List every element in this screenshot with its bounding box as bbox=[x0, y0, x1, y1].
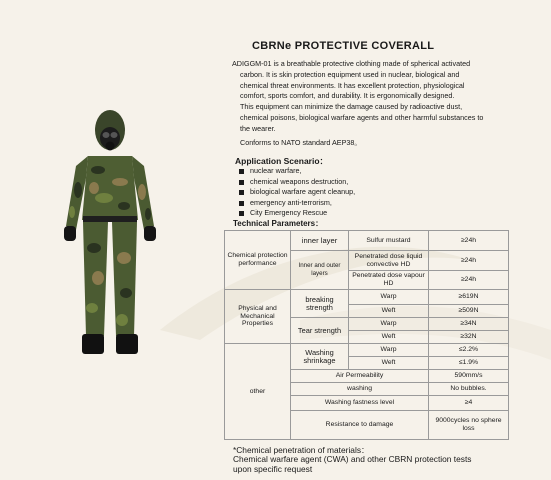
table-cell: No bubbles. bbox=[429, 383, 509, 396]
description-line: ADIGGM-01 is a breathable protective clothing made of spherical activated bbox=[232, 59, 471, 68]
table-cell: breaking strength bbox=[291, 290, 349, 318]
list-item: biological warfare agent cleanup, bbox=[238, 187, 355, 198]
table-cell: Tear strength bbox=[291, 318, 349, 344]
table-cell: Inner and outer layers bbox=[291, 251, 349, 290]
table-row bbox=[225, 344, 509, 357]
table-cell: washing bbox=[291, 383, 429, 396]
table-cell: other bbox=[225, 344, 291, 440]
product-description bbox=[232, 59, 551, 148]
table-cell: ≥509N bbox=[429, 305, 509, 318]
table-cell: 9000cycles no sphere loss bbox=[429, 411, 509, 440]
description-line: chemical threat environments. It has excellent protection, physiological bbox=[240, 80, 465, 90]
description-line: comfort, sports comfort, and durability. It is ergonomically designed. bbox=[240, 91, 455, 101]
table-cell: Chemical protection performance bbox=[225, 231, 291, 290]
table-row bbox=[225, 231, 509, 251]
table-cell: ≥4 bbox=[429, 396, 509, 411]
application-scenario-list bbox=[238, 166, 355, 219]
description-line: Conforms to NATO standard AEP38。 bbox=[240, 137, 362, 147]
table-cell: Washing fastness level bbox=[291, 396, 429, 411]
coverall-product-image bbox=[54, 108, 166, 358]
description-line: the wearer. bbox=[240, 123, 276, 133]
table-cell: Weft bbox=[349, 331, 429, 344]
table-cell: ≤1.9% bbox=[429, 357, 509, 370]
list-item: City Emergency Rescue bbox=[238, 208, 355, 219]
table-cell: Weft bbox=[349, 305, 429, 318]
table-row bbox=[225, 290, 509, 305]
list-item: emergency anti-terrorism, bbox=[238, 198, 355, 209]
table-cell: Air Permeability bbox=[291, 370, 429, 383]
table-cell: Warp bbox=[349, 318, 429, 331]
table-cell: Washing shrinkage bbox=[291, 344, 349, 370]
table-cell: 590mm/s bbox=[429, 370, 509, 383]
list-item: nuclear warfare, bbox=[238, 166, 355, 177]
application-scenario-title: Application Scenario： bbox=[235, 156, 329, 166]
technical-parameters-table bbox=[224, 230, 509, 440]
description-line: chemical poisons, biological warfare agents and other harmful substances to bbox=[240, 112, 484, 122]
table-cell: Penetrated dose vapour HD bbox=[349, 271, 429, 290]
table-cell: ≥619N bbox=[429, 290, 509, 305]
table-cell: ≥24h bbox=[429, 251, 509, 271]
table-cell: ≥24h bbox=[429, 271, 509, 290]
description-line: This equipment can minimize the damage caused by radioactive dust, bbox=[240, 102, 463, 112]
table-cell: Penetrated dose liquid convective HD bbox=[349, 251, 429, 271]
footnote-line: *Chemical penetration of materials： bbox=[233, 445, 370, 455]
description-line: carbon. It is skin protection equipment used in nuclear, biological and bbox=[240, 69, 460, 79]
table-cell: ≥34N bbox=[429, 318, 509, 331]
table-cell: Resistance to damage bbox=[291, 411, 429, 440]
list-item: chemical weapons destruction, bbox=[238, 177, 355, 188]
technical-parameters-title: Technical Parameters： bbox=[233, 219, 324, 228]
table-cell: Weft bbox=[349, 357, 429, 370]
table-cell: Physical and Mechanical Properties bbox=[225, 290, 291, 344]
table-cell: inner layer bbox=[291, 231, 349, 251]
product-title: CBRNe PROTECTIVE COVERALL bbox=[252, 40, 435, 52]
footnote-line: Chemical warfare agent (CWA) and other CBRN protection tests bbox=[233, 454, 472, 465]
footnote-line: upon specific request bbox=[233, 463, 313, 474]
chemical-penetration-footnote bbox=[233, 446, 551, 474]
table-cell: ≥32N bbox=[429, 331, 509, 344]
table-cell: ≤2.2% bbox=[429, 344, 509, 357]
table-cell: Sulfur mustard bbox=[349, 231, 429, 251]
table-cell: Warp bbox=[349, 290, 429, 305]
table-cell: Warp bbox=[349, 344, 429, 357]
table-cell: ≥24h bbox=[429, 231, 509, 251]
